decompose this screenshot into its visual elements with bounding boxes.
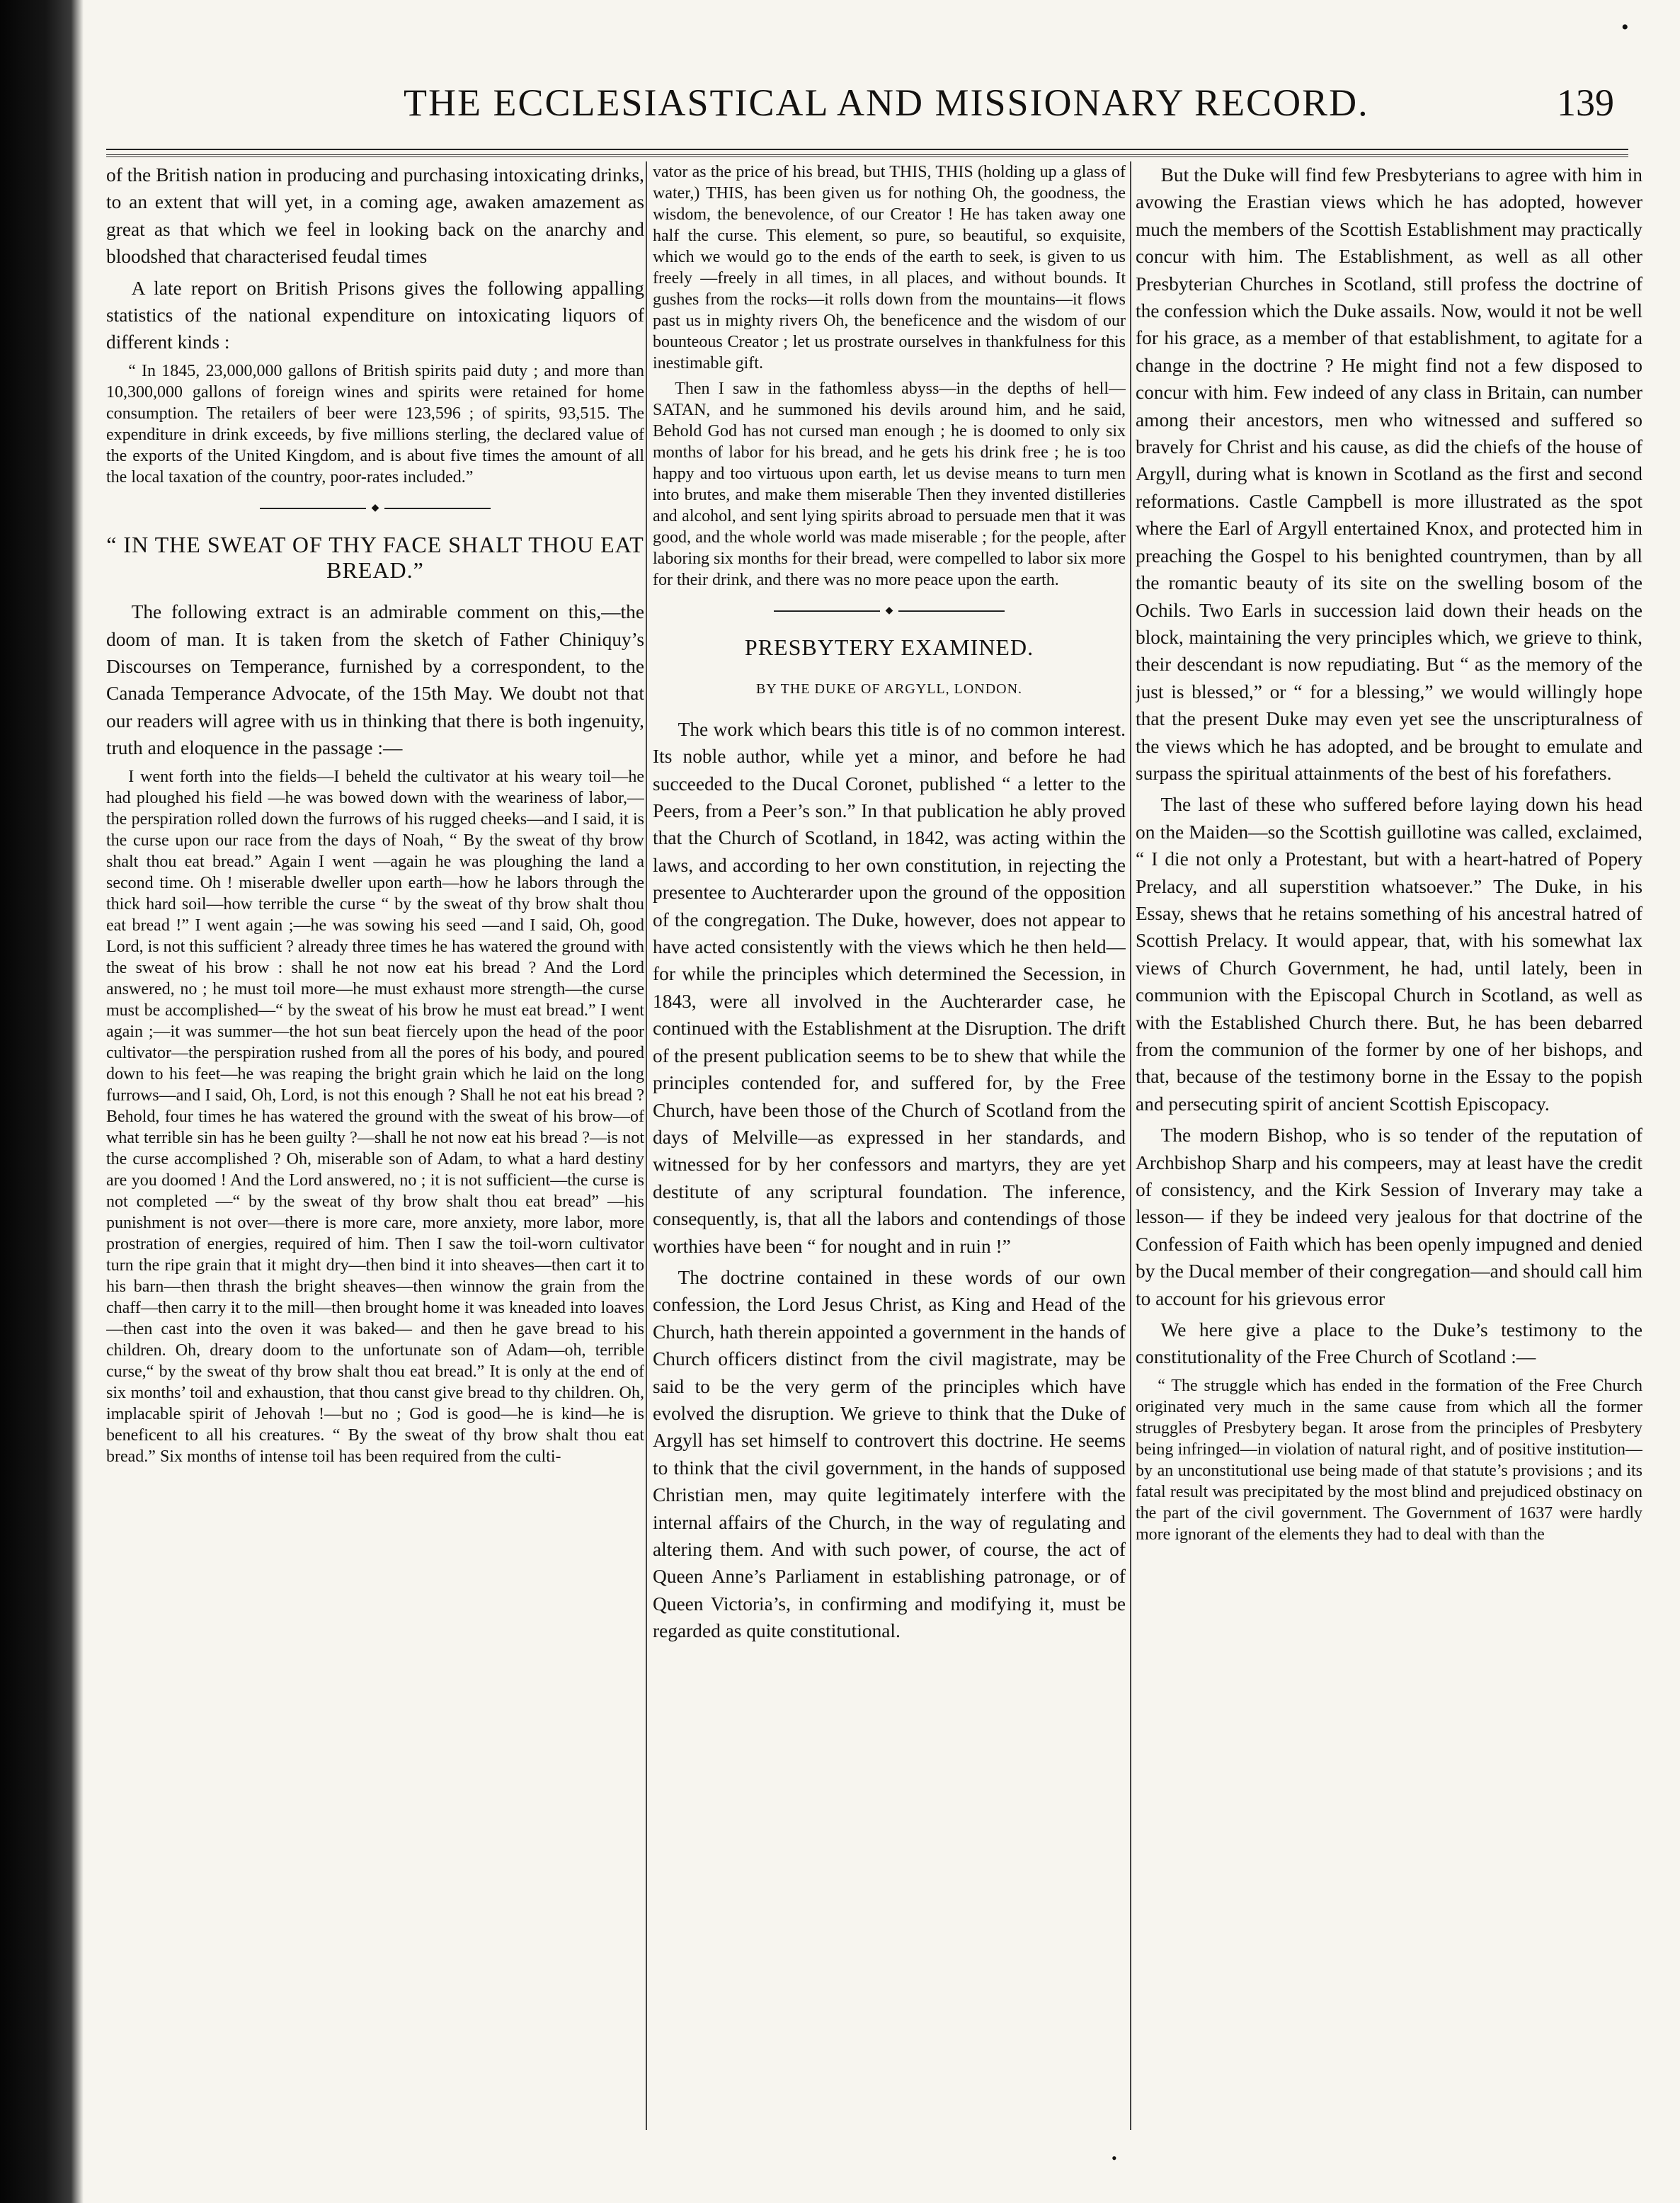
page-header (106, 71, 1628, 150)
paragraph: The last of these who suffered before laying down his head on the Maiden—so the Scottish guillotine was called, exclaimed, “ I die not only a Protestant, but with a heart-hatred of Popery Prelacy, and all superstition whatsoever.” The Duke, in his Essay, shews that he retains something of his ancestral hatred of Scottish Prelacy. It would appear, that, with his somewhat lax views of Church Government, he had, until lately, been in communion with the Episcopal Church in Scotland, as well as with the Established Church there. But, he has been debarred from the communion of the former by one of her bishops, and that, because of the testimony borne in the Essay to the popish and persecuting spirit of ancient Scottish Episcopacy. (1136, 794, 1642, 1115)
paragraph: of the British nation in producing and purchasing intoxicating drinks, to an extent that will yet, in a coming age, awaken amazement as great as that which we feel in looking back on the anarchy and bloodshed that characterised feudal times (106, 164, 644, 268)
paragraph: The modern Bishop, who is so tender of the reputation of Archbishop Sharp and his compeers, may at least have the credit of consistency, and the Kirk Session of Inverary may take a lesson— if they be indeed very jealous for that doctrine of the Confession of Faith which has been openly impugned and denied by the Ducal member of their congregation—and should call him to account for his grievous error (1136, 1125, 1642, 1309)
section-heading: “ IN THE SWEAT OF THY FACE SHALT THOU EAT BREAD.” (106, 532, 644, 584)
article-byline: BY THE DUKE OF ARGYLL, LONDON. (755, 681, 1023, 698)
paragraph: We here give a place to the Duke’s testimony to the constitutionality of the Free Church of Scotland :— (1136, 1319, 1642, 1368)
column-rule-left (646, 161, 647, 2130)
paragraph: The following extract is an admirable comment on this,—the doom of man. It is taken from the sketch of Father Chiniquy’s Discourses on Temperance, furnished by a correspondent, to the Canada Temperance Advocate, of the 15th May. We doubt not that our readers will agree with us in thinking that there is both ingenuity, truth and eloquence in the passage :— (106, 601, 644, 759)
paragraph: A late report on British Prisons gives the following appalling statistics of the national expenditure on intoxicating liquors of different kinds : (106, 277, 644, 353)
scan-binding-edge (0, 0, 84, 2203)
article-heading: PRESBYTERY EXAMINED. (744, 634, 1034, 661)
column-left (106, 161, 644, 2130)
page-number: 139 (1557, 81, 1614, 124)
extract-text: Then I saw in the fathomless abyss—in the depths of hell—SATAN, and he summoned his devils around him, and he said, Behold God has not cursed man enough ; he is doomed to only six months of labor for his bread, and he gets his drink free ; he is too happy and too virtuous upon earth, let us devise means to turn men into brutes, and make them miserable Then they invented distilleries and alcohol, and sent lying spirits abroad to persuade men that it was good, and the whole world was made miserable ; for the people, after laboring six months for their bread, were compelled to labor six more for their drink, and there was no more peace upon the earth. (653, 380, 1126, 589)
section-divider: ◆ (106, 495, 644, 522)
paragraph: But the Duke will find few Presbyterians to agree with him in avowing the Erastian views which he has adopted, however much the members of the Scottish Establishment may practically concur with him. The Establishment, as well as all other Presbyterian Churches in Scotland, still profess the doctrine of the confession which the Duke assails. Now, would it not be well for his grace, as a member of that establishment, to agitate for a change in the doctrine ? He might find not a few disposed to concur with him. Few indeed of any class in Britain, can number among their ancestors, men who witnessed and suffered so bravely for Christ and his cause, as did the chiefs of the house of Argyll, during what is known in Scotland as the first and second reformations. Castle Campbell is more illustrated as the spot where the Earl of Argyll entertained Knox, and protected him in preaching the Gospel to his benighted countrymen, than by all the romantic beauty of its site on the swelling bosom of the Ochils. Two Earls in succession laid down their heads on the block, maintaining the very principles which, we grieve to think, their descendant is now repudiating. But “ as the memory of the just is blessed,” or “ for a blessing,” we would willingly hope that the present Duke may even yet see the unscripturalness of the views which he has adopted, and be brought to emulate and surpass the spiritual attainments of the best of his forefathers. (1136, 164, 1642, 784)
column-right (1136, 161, 1642, 2130)
extract-text: vator as the price of his bread, but THIS, THIS (holding up a glass of water,) THIS, has been given us for nothing Oh, the goodness, the wisdom, the benevolence, of our Creator ! He has taken away one half the curse. This element, so pure, so beautiful, so exquisite, which we would go to the ends of the earth to seek, is given to us freely —freely in all times, in all places, and without bounds. It gushes from the rocks—it rolls down from the mountains—it flows past us in mighty rivers Oh, the beneficence and the wisdom of our bounteous Creator ; let us prostrate ourselves in thankfulness for this inestimable gift. (653, 163, 1126, 372)
block-quote: “ In 1845, 23,000,000 gallons of British spirits paid duty ; and more than 10,300,000 gallons of foreign wines and spirits were retained for home consumption. The retailers of beer were 123,596 ; of spirits, 93,515. The expenditure in drink exceeds, by five millions sterling, the declared value of the exports of the United Kingdom, and is about five times the amount of all the local taxation of the country, poor-rates included.” (106, 361, 644, 486)
section-divider: ◆ (653, 598, 1126, 625)
paragraph: The doctrine contained in these words of our own confession, the Lord Jesus Christ, as King and Head of the Church, hath therein appointed a government in the hands of Church officers distinct from the civil magistrate, may be said to be the very germ of the principles which have evolved the disruption. We grieve to think that the Duke of Argyll has set himself to controvert this doctrine. He seems to think that the civil government, in the hands of supposed Christian men, may quite legitimately interfere with the internal affairs of the Church, in the way of regulating and altering them. And with such power, of course, the act of Queen Anne’s Parliament in establishing patronage, or of Queen Victoria’s, in confirming and modifying it, must be regarded as quite constitutional. (653, 1266, 1126, 1642)
running-title: THE ECCLESIASTICAL AND MISSIONARY RECORD. (404, 81, 1369, 124)
header-rule (106, 154, 1628, 157)
quoted-testimony: “ The struggle which has ended in the formation of the Free Church originated very much in the same cause from which all the former struggles of Presbytery began. It arose from the principles of Presbytery being infringed—in violation of natural right, and of positive institution— by an unconstitutional use being made of that statute’s provisions ; and its fatal result was precipitated by the most blind and prejudiced obstinacy on the part of the civil government. The Government of 1637 were hardly more ignorant of the elements they had to deal with than the (1136, 1376, 1642, 1544)
column-rule-right (1130, 161, 1131, 2130)
corner-mark: • (1621, 16, 1629, 39)
stray-mark: • (1112, 2149, 1117, 2167)
extract-text: I went forth into the fields—I beheld the cultivator at his weary toil—he had ploughed his field —he was bowed down with the weariness of labor,—the perspiration rolled down the furrows of his rugged cheeks—and I said, it is the curse upon our race from the days of Noah, “ By the sweat of thy brow shalt thou eat bread.” Again I went —again he was ploughing the land a second time. Oh ! miserable dweller upon earth—how he labors through the thick hard soil—how terrible the curse “ by the sweat of thy brow shalt thou eat bread !” I went again ;—he was sowing his seed —and I said, Oh, good Lord, is not this sufficient ? already three times he has watered the ground with the sweat of his brow : shall he not now eat his bread ? And the Lord answered, no ; he must toil more—he must exhaust more strength—the curse must be accomplished—“ by the sweat of his brow he must eat bread.” I went again ;—it was summer—the hot sun beat fiercely upon the head of the poor cultivator—the perspiration rushed from all the pores of his body, and poured down to his feet—he was reaping the bright grain which he laid on the long furrows—and I said, Oh, Lord, is not this enough ? Shall he not eat his bread ? Behold, four times he has watered the ground with the sweat of his brow—of what terrible sin has he been guilty ?—shall he not now eat his bread ?—is not the curse accomplished ? Oh, miserable son of Adam, to what a hard destiny are you doomed ! And the Lord answered, no ; it is not sufficient—the curse is not completed —“ by the sweat of thy brow shalt thou eat bread” —his punishment is not over—there is more care, more anxiety, more labor, more prostration of energies, required of him. Then I saw the toil-worn cultivator turn the ripe grain that it might dry—then bind it into sheaves—then cart it to his barn—then thrash the bright sheaves—then winnow the grain from the chaff—then carry it to the mill—then brought home it was kneaded into loaves—then cast into the oven it was baked— and then he gave bread to his children. Oh, dreary doom to the unfortunate son of Adam—oh, terrible curse,“ by the sweat of thy brow shalt thou eat bread.” It is only at the end of six months’ toil and exhaustion, that thou canst give bread to thy children. Oh, implacable spirit of Jehovah !—but no ; God is good—he is kind—he is beneficent to all his creatures. “ By the sweat of thy brow shalt thou eat bread.” Six months of intense toil has been required from the culti- (106, 767, 644, 1466)
column-middle (653, 161, 1126, 2130)
paragraph: The work which bears this title is of no common interest. Its noble author, while yet a minor, and before he had succeeded to the Ducal Coronet, published “ a letter to the Peers, from a Peer’s son.” In that publication he ably proved that the Church of Scotland, in 1842, was acting within the laws, and according to her own constitution, in rejecting the presentee to Auchterarder upon the ground of the opposition of the congregation. The Duke, however, does not appear to have acted consistently with the views which he then held—for while the principles which determined the Secession, in 1843, were all involved in the Auchterarder case, he continued with the Establishment at the Disruption. The drift of the present publication seems to be to shew that while the principles contended for, and suffered for, by the Free Church, have been those of the Church of Scotland from the days of Melville—as expressed in her standards, and witnessed for by her confessors and martyrs, they are yet destitute of any scriptural foundation. The inference, consequently, is, that all the labors and contendings of those worthies have been “ for nought and in ruin !” (653, 718, 1126, 1257)
